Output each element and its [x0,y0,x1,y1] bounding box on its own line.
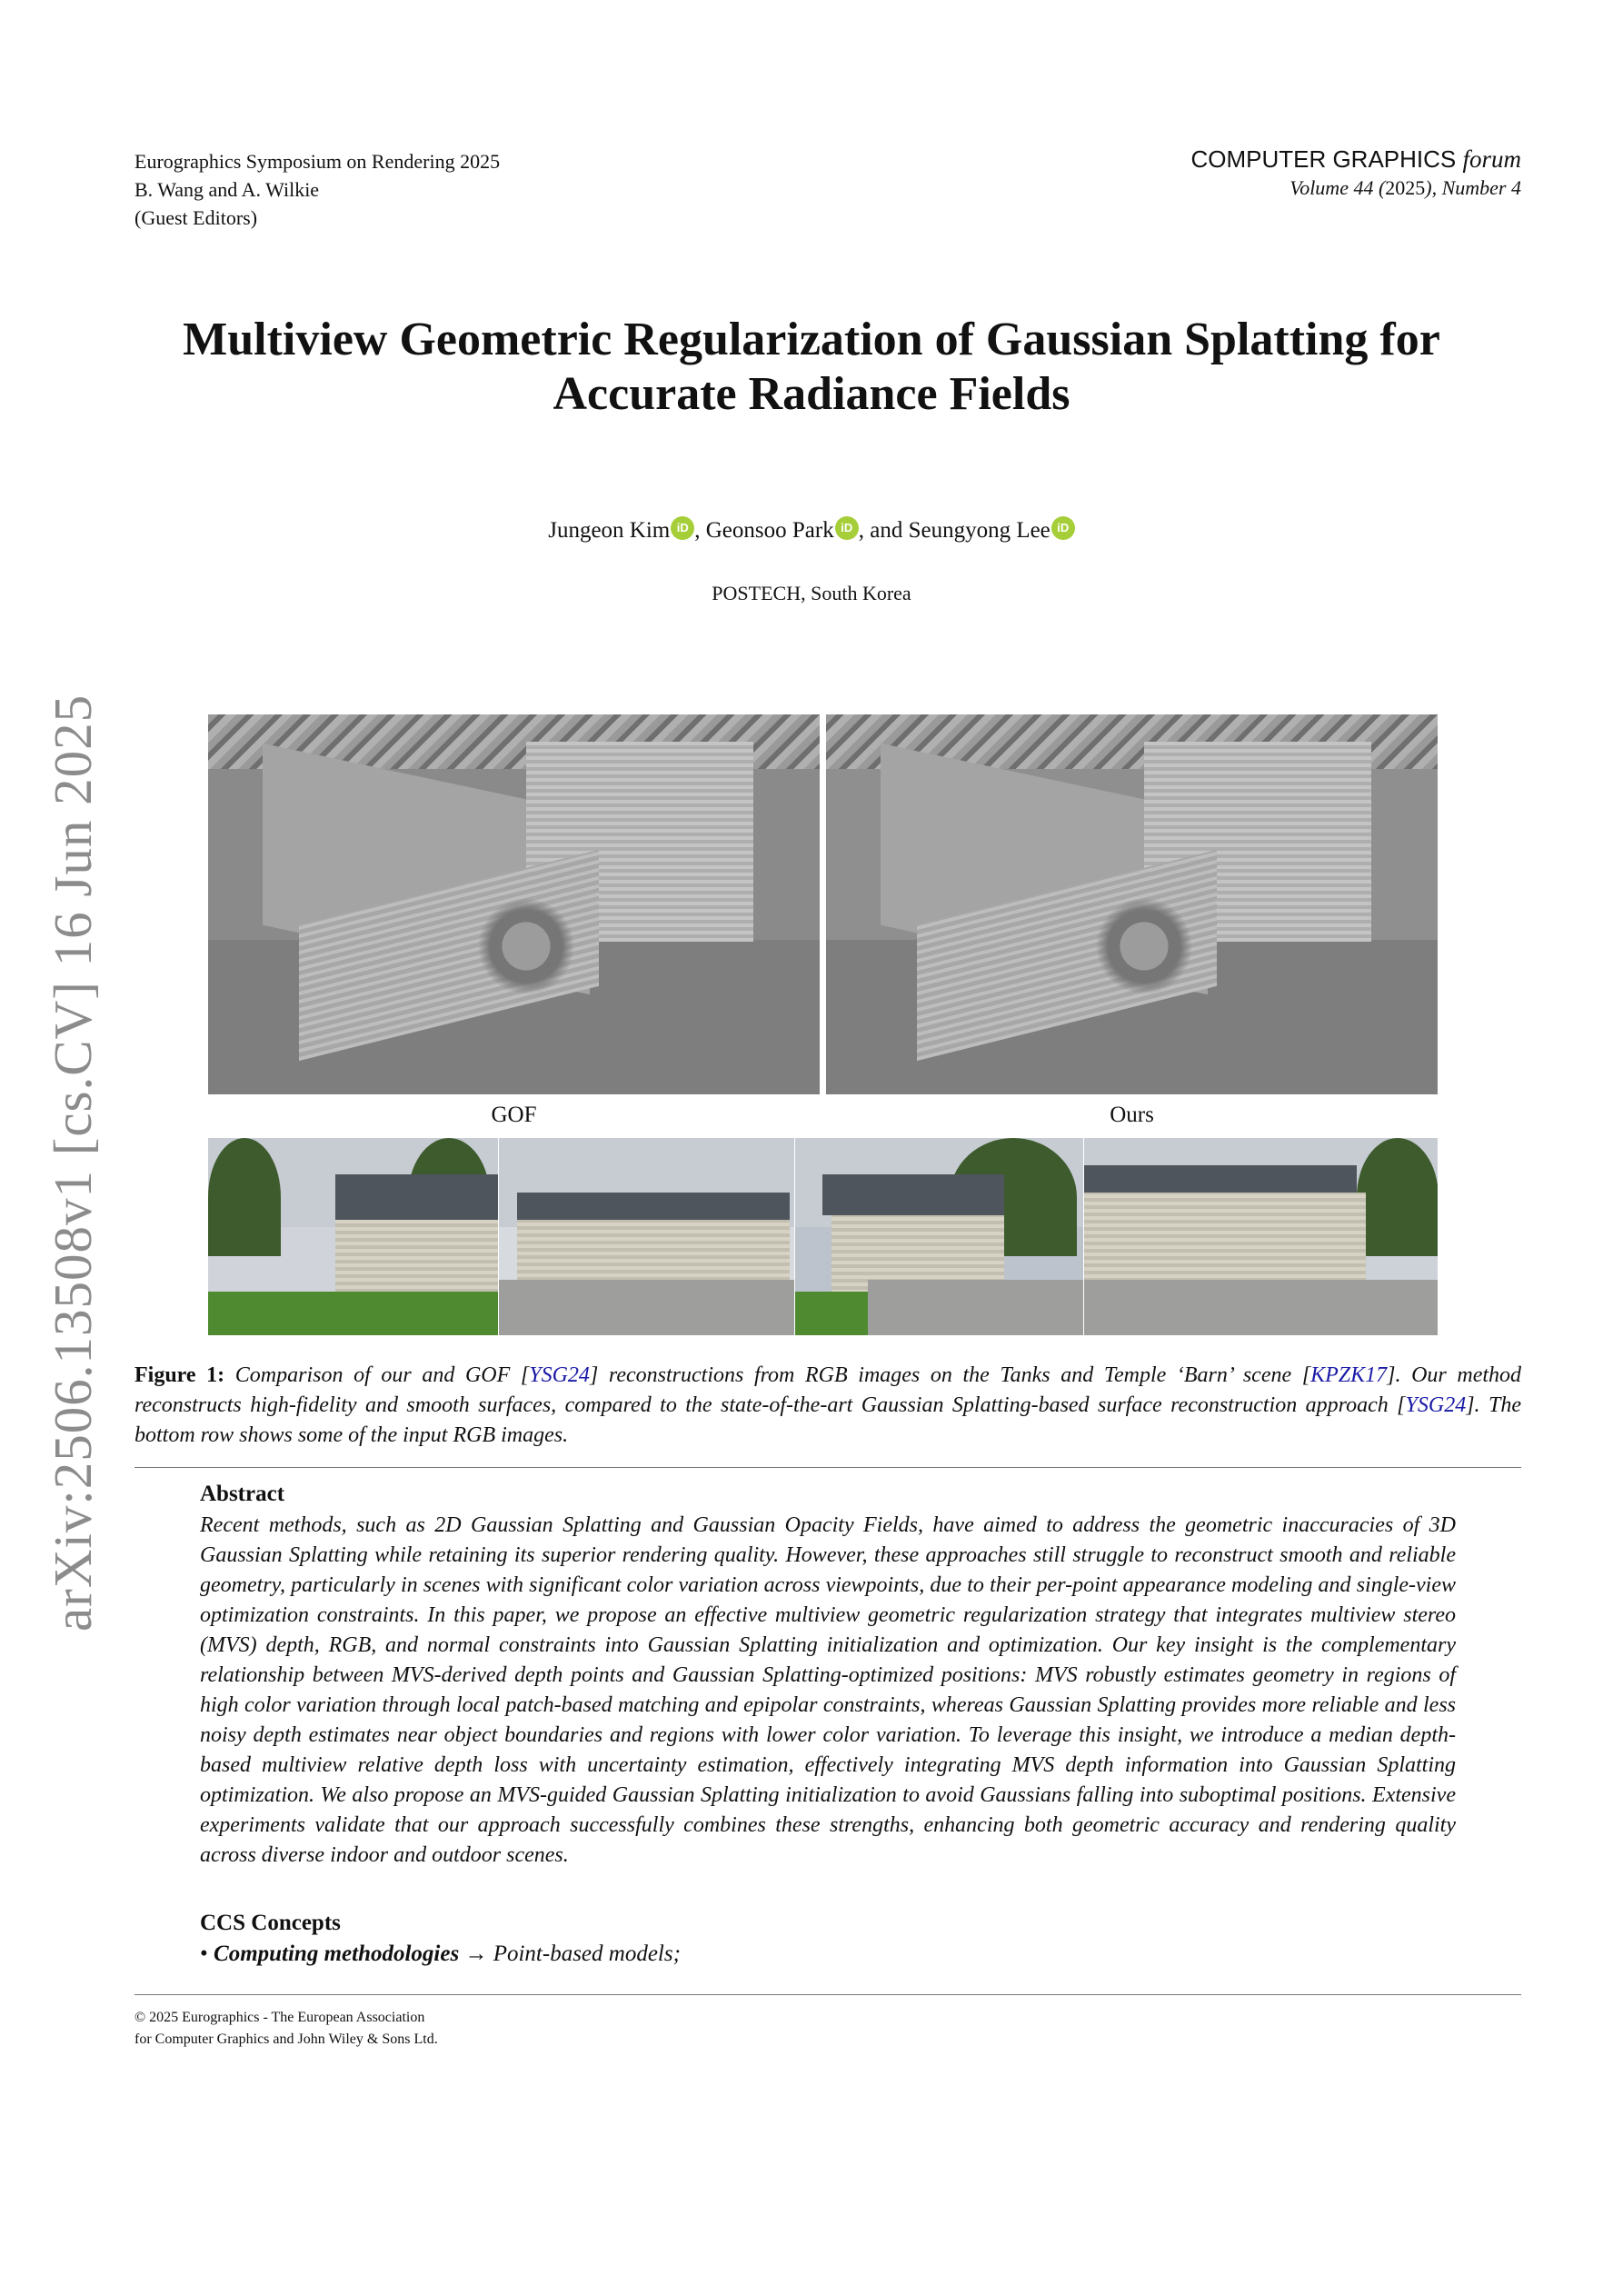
journal-info [1190,145,1521,202]
divider [134,1994,1521,1995]
orcid-icon[interactable]: iD [835,516,859,540]
orcid-icon[interactable]: iD [1051,516,1075,540]
editors: B. Wang and A. Wilkie [134,178,320,201]
panel-label-gof: GOF [491,1103,537,1127]
affiliation: POSTECH, South Korea [712,582,911,604]
input-photo [795,1138,1083,1335]
abstract-text: Recent methods, such as 2D Gaussian Splatting and Gaussian Opacity Fields, have aimed to address the geometric inaccuracies of 3D Gaussian Splatting while retaining its superior rendering quality. However, these approaches still struggle to reconstruct smooth and reliable geometry, particularly in scenes with significant color variation across viewpoints, due to their per-point appearance modeling and single-view optimization constraints. In this paper, we propose an effective multiview geometric regularization strategy that integrates multiview stereo (MVS) depth, RGB, and normal constraints into Gaussian Splatting initialization and optimization. Our key insight is the complementary relationship between MVS-derived depth points and Gaussian Splatting-optimized positions: MVS robustly estimates geometry in regions of high color variation through local patch-based matching and epipolar constraints, whereas Gaussian Splatting provides more reliable and less noisy depth estimates near object boundaries and regions with lower color variation. To leverage this insight, we introduce a median depth-based multiview relative depth loss with uncertainty estimation, effectively integrating MVS depth information into Gaussian Splatting optimization. We also propose an MVS-guided Gaussian Splatting initialization to avoid Gaussians falling into suboptimal positions. Extensive experiments validate that our approach successfully combines these strengths, enhancing both geometric accuracy and rendering quality across diverse indoor and outdoor scenes. [200,1513,1456,1867]
input-photo [499,1138,794,1335]
ccs-heading: CCS Concepts [200,1911,341,1935]
author-name: , and Seungyong Lee [858,518,1050,543]
figure-caption: Figure 1: Comparison of our and GOF [YSG24] reconstructions from RGB images on the Tanks and Temple ‘Barn’ scene [KPZK17]. Our method reconstructs high-fidelity and smooth surfaces, compared to the state-of-the-art Gaussian Splatting-based surface reconstruction approach [YSG24]. The bottom row shows some of the input RGB images. [134,1363,1522,1447]
ccs-concept: • Computing methodologies → Point-based models; [200,1942,681,1966]
arxiv-stamp: arXiv:2506.13508v1 [cs.CV] 16 Jun 2025 [43,694,103,1632]
journal-name: COMPUTER GRAPHICS forum [1190,145,1521,173]
conference-name: Eurographics Symposium on Rendering 2025 [134,150,501,173]
author-name: Jungeon Kim [548,518,671,543]
conference-info [134,147,500,232]
orcid-icon[interactable]: iD [671,516,694,540]
divider [134,1467,1521,1468]
editors-role: (Guest Editors) [134,206,258,229]
reconstruction-image-ours [826,714,1438,1094]
input-photo [208,1138,498,1335]
citation-link[interactable]: YSG24 [1405,1393,1467,1417]
author-name: , Geonsoo Park [694,518,834,543]
figure-label: Figure 1: [134,1363,225,1387]
citation-link[interactable]: YSG24 [529,1363,590,1387]
citation-link[interactable]: KPZK17 [1310,1363,1388,1387]
reconstruction-image-gof [208,714,820,1094]
input-photo [1084,1138,1438,1335]
journal-volume: Volume 44 (2025), Number 4 [1289,176,1521,199]
panel-label-ours: Ours [1110,1103,1154,1127]
author-list [0,516,1623,544]
paper-title: Multiview Geometric Regularization of Gaussian Splatting for Accurate Radiance Fields [183,314,1440,420]
abstract-heading: Abstract [200,1482,285,1506]
copyright-notice: © 2025 Eurographics - The European Association for Computer Graphics and John Wiley & Sons Ltd. [134,2010,438,2047]
